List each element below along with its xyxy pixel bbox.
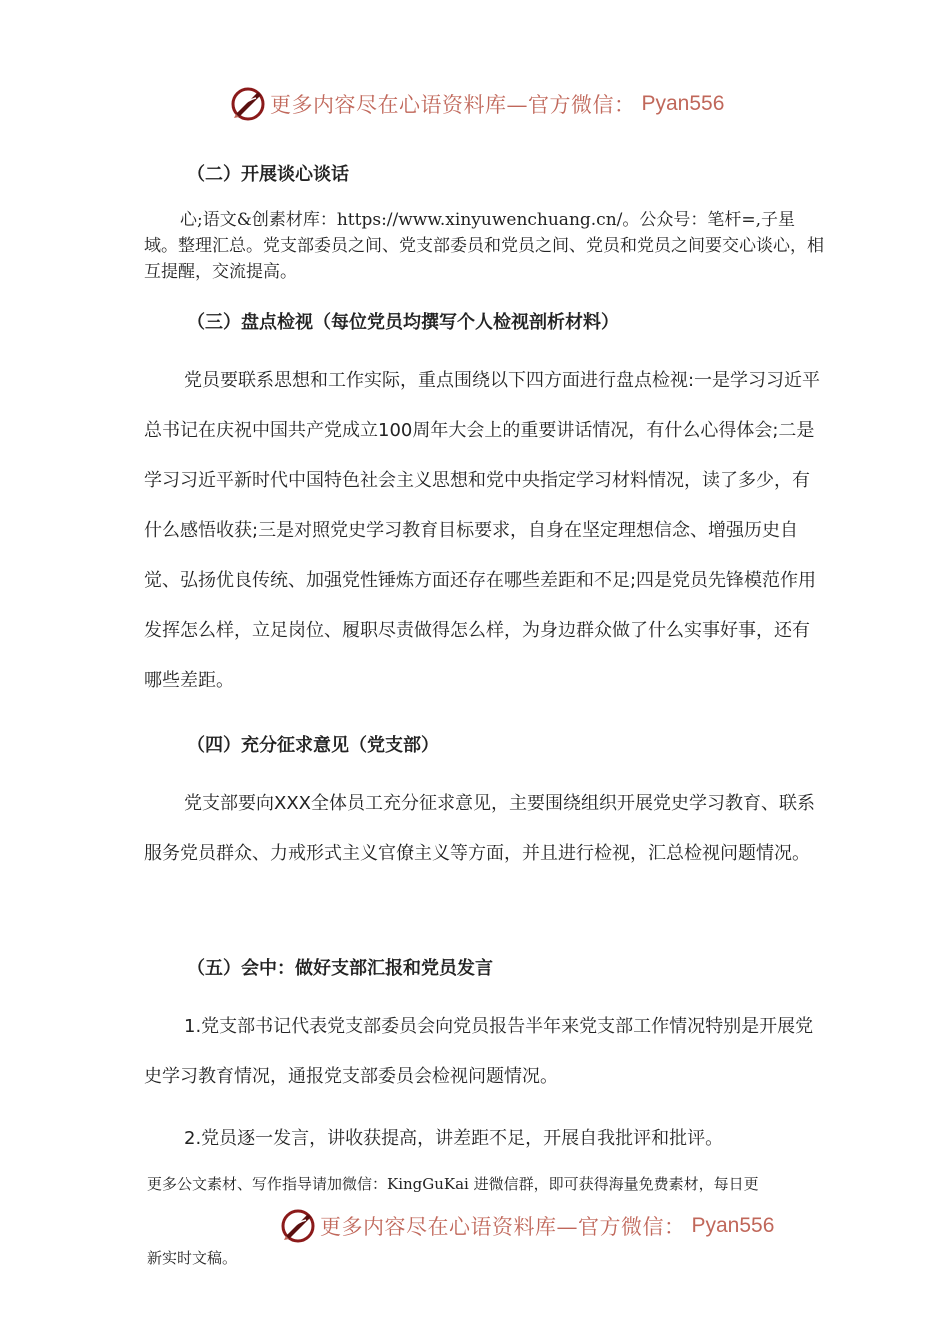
section-heading-2: （二）开展谈心谈话 <box>187 164 349 185</box>
section-5-item-2 <box>144 1114 824 1164</box>
section-heading-5: （五）会中：做好支部汇报和党员发言 <box>187 958 493 979</box>
footer-banner-wechat-id: Pyan556 <box>691 1214 775 1237</box>
banner-text: 更多内容尽在心语资料库—官方微信： <box>270 93 636 117</box>
banner-wechat-id: Pyan556 <box>641 92 725 115</box>
header-banner <box>228 84 724 124</box>
footer-line-2: 新实时文稿。 <box>147 1249 238 1267</box>
section-5-item-1-body: 1.党支部书记代表党支部委员会向党员报告半年来党支部工作情况特别是开展党史学习教育情况，通报党支部委员会检视问题情况。 <box>144 1016 814 1087</box>
pen-logo-icon <box>228 84 268 124</box>
section-4-body: 党支部要向XXX全体员工充分征求意见，主要围绕组织开展党史学习教育、联系服务党员群众、力戒形式主义官僚主义等方面，并且进行检视，汇总检视问题情况。 <box>144 793 815 864</box>
footer-banner <box>278 1206 774 1246</box>
section-5-item-1 <box>144 1002 824 1102</box>
section-3-text <box>144 356 824 706</box>
section-5-item-2-body: 2.党员逐一发言，讲收获提高，讲差距不足，开展自我批评和批评。 <box>184 1128 724 1149</box>
footer-line-1: 更多公文素材、写作指导请加微信：KingGuKai 进微信群，即可获得海量免费素材，每日更 <box>147 1175 759 1193</box>
section-heading-3: （三）盘点检视（每位党员均撰写个人检视剖析材料） <box>187 312 619 333</box>
pen-logo-icon <box>278 1206 318 1246</box>
section-2-body: 心;语文&创素材库：https://www.xinyuwenchuang.cn/。公众号：笔杆=,子星域。整理汇总。党支部委员之间、党支部委员和党员之间、党员和党员之间要交心谈心，相互提醒，交流提高。 <box>144 210 824 282</box>
section-2-text <box>144 207 824 285</box>
footer-banner-text: 更多内容尽在心语资料库—官方微信： <box>320 1215 686 1239</box>
section-3-body: 党员要联系思想和工作实际，重点围绕以下四方面进行盘点检视:一是学习习近平总书记在庆祝中国共产党成立100周年大会上的重要讲话情况，有什么心得体会;二是学习习近平新时代中国特色社会主义思想和党中央指定学习材料情况，读了多少，有什么感悟收获;三是对照党史学习教育目标要求，自身在坚定理想信念、增强历史自觉、弘扬优良传统、加强党性锤炼方面还存在哪些差距和不足;四是党员先锋模范作用发挥怎么样，立足岗位、履职尽责做得怎么样，为身边群众做了什么实事好事，还有哪些差距。 <box>144 370 821 691</box>
section-4-text <box>144 779 824 879</box>
section-heading-4: （四）充分征求意见（党支部） <box>187 735 439 756</box>
